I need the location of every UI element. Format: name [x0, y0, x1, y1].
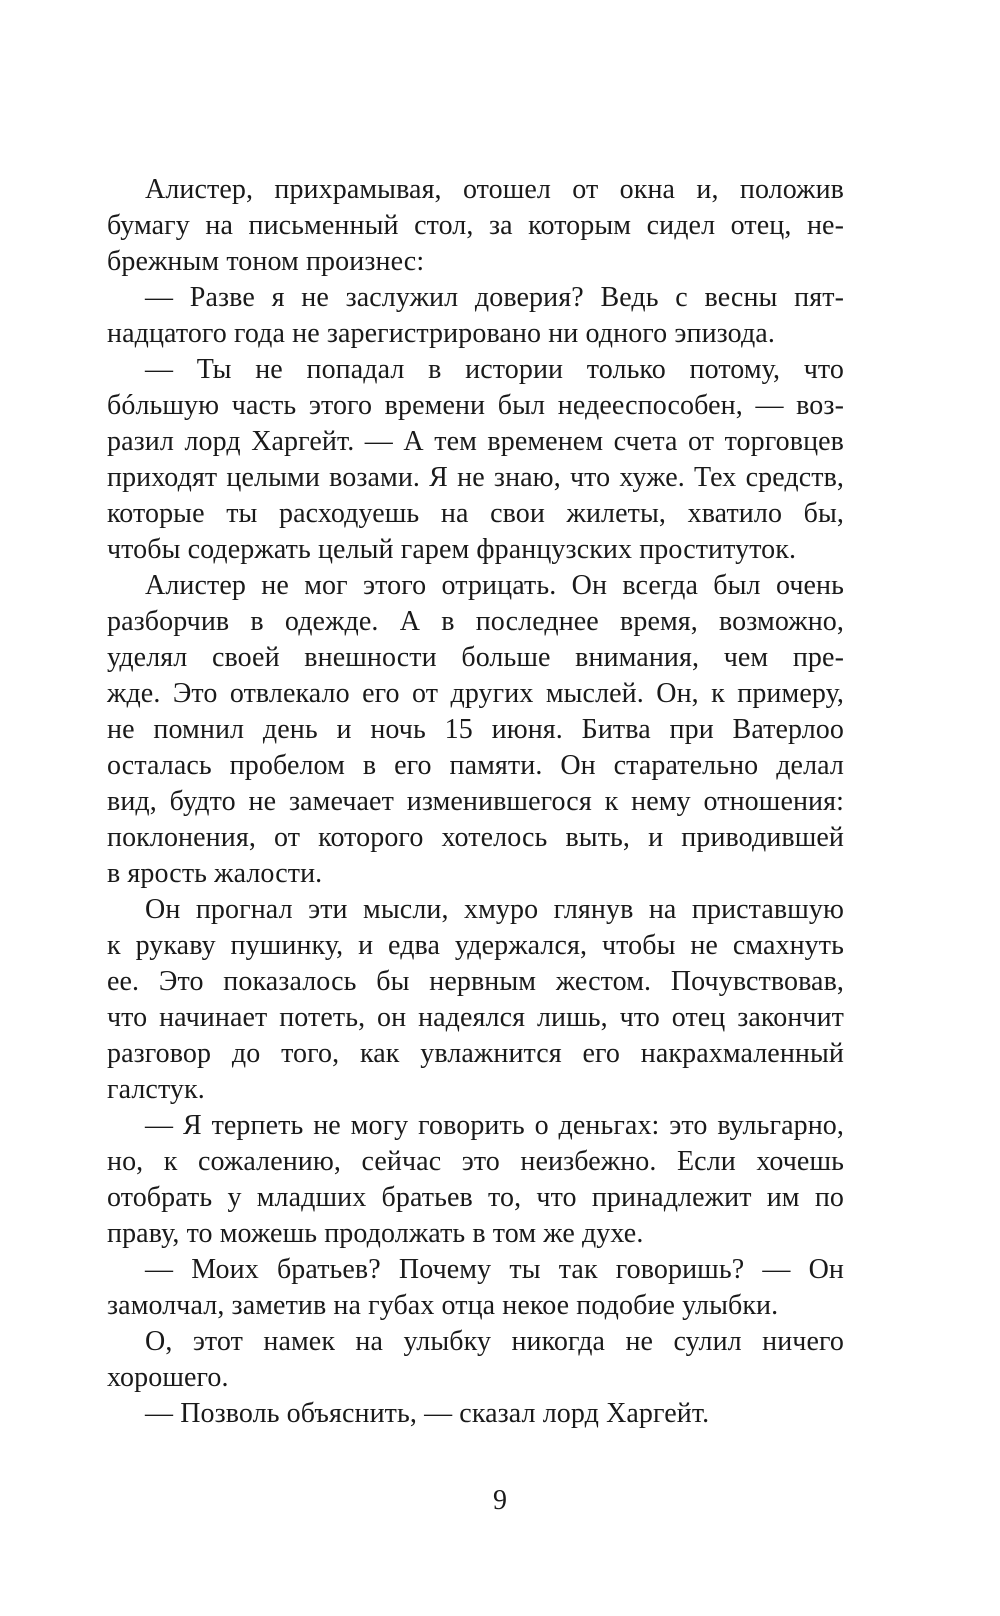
text-line: Он прогнал эти мысли, хмуро глянув на приставшую	[145, 894, 844, 925]
text-line: в ярость жалости.	[107, 858, 323, 889]
text-line: брежным тоном произнес:	[107, 246, 425, 277]
text-line: вид, будто не замечает изменившегося к нему отношения:	[107, 786, 844, 817]
text-line: разборчив в одежде. А в последнее время, возможно,	[107, 606, 844, 637]
text-line: которые ты расходуешь на свои жилеты, хватило бы,	[107, 498, 844, 529]
text-line: О, этот намек на улыбку никогда не сулил ничего	[145, 1326, 844, 1357]
text-line: чтобы содержать целый гарем французских проституток.	[107, 534, 797, 565]
text-line: бóльшую часть этого времени был недееспособен, — воз-	[107, 390, 844, 421]
text-line: разговор до того, как увлажнится его накрахмаленный	[107, 1038, 844, 1069]
text-line: — Ты не попадал в истории только потому, что	[145, 354, 844, 385]
text-line: Алистер, прихрамывая, отошел от окна и, положив	[145, 174, 844, 205]
text-line: праву, то можешь продолжать в том же духе.	[107, 1218, 644, 1249]
text-line: жде. Это отвлекало его от других мыслей. Он, к примеру,	[107, 678, 844, 709]
text-line: — Моих братьев? Почему ты так говоришь? — Он	[145, 1254, 844, 1285]
text-line: ее. Это показалось бы нервным жестом. Почувствовав,	[107, 966, 844, 997]
text-line: осталась пробелом в его памяти. Он старательно делал	[107, 750, 844, 781]
body-text	[107, 172, 844, 1432]
text-line: уделял своей внешности больше внимания, чем пре-	[107, 642, 844, 673]
page-number: 9	[493, 1485, 507, 1516]
text-line: что начинает потеть, он надеялся лишь, что отец закончит	[107, 1002, 844, 1033]
text-line: надцатого года не зарегистрировано ни одного эпизода.	[107, 318, 775, 349]
text-line: — Разве я не заслужил доверия? Ведь с весны пят-	[145, 282, 844, 313]
text-line: не помнил день и ночь 15 июня. Битва при Ватерлоо	[107, 714, 844, 745]
text-line: к рукаву пушинку, и едва удержался, чтобы не смахнуть	[107, 930, 844, 961]
text-line: приходят целыми возами. Я не знаю, что хуже. Тех средств,	[107, 462, 844, 493]
text-line: — Я терпеть не могу говорить о деньгах: это вульгарно,	[145, 1110, 844, 1141]
text-line: замолчал, заметив на губах отца некое подобие улыбки.	[107, 1290, 779, 1321]
text-line: но, к сожалению, сейчас это неизбежно. Если хочешь	[107, 1146, 844, 1177]
text-line: — Позволь объяснить, — сказал лорд Харгейт.	[145, 1398, 710, 1429]
text-line: хорошего.	[107, 1362, 229, 1393]
text-line: отобрать у младших братьев то, что принадлежит им по	[107, 1182, 844, 1213]
text-line: Алистер не мог этого отрицать. Он всегда был очень	[145, 570, 844, 601]
text-line: галстук.	[107, 1074, 205, 1105]
text-line: разил лорд Харгейт. — А тем временем счета от торговцев	[107, 426, 844, 457]
text-line: поклонения, от которого хотелось выть, и приводившей	[107, 822, 844, 853]
text-line: бумагу на письменный стол, за которым сидел отец, не-	[107, 210, 844, 241]
